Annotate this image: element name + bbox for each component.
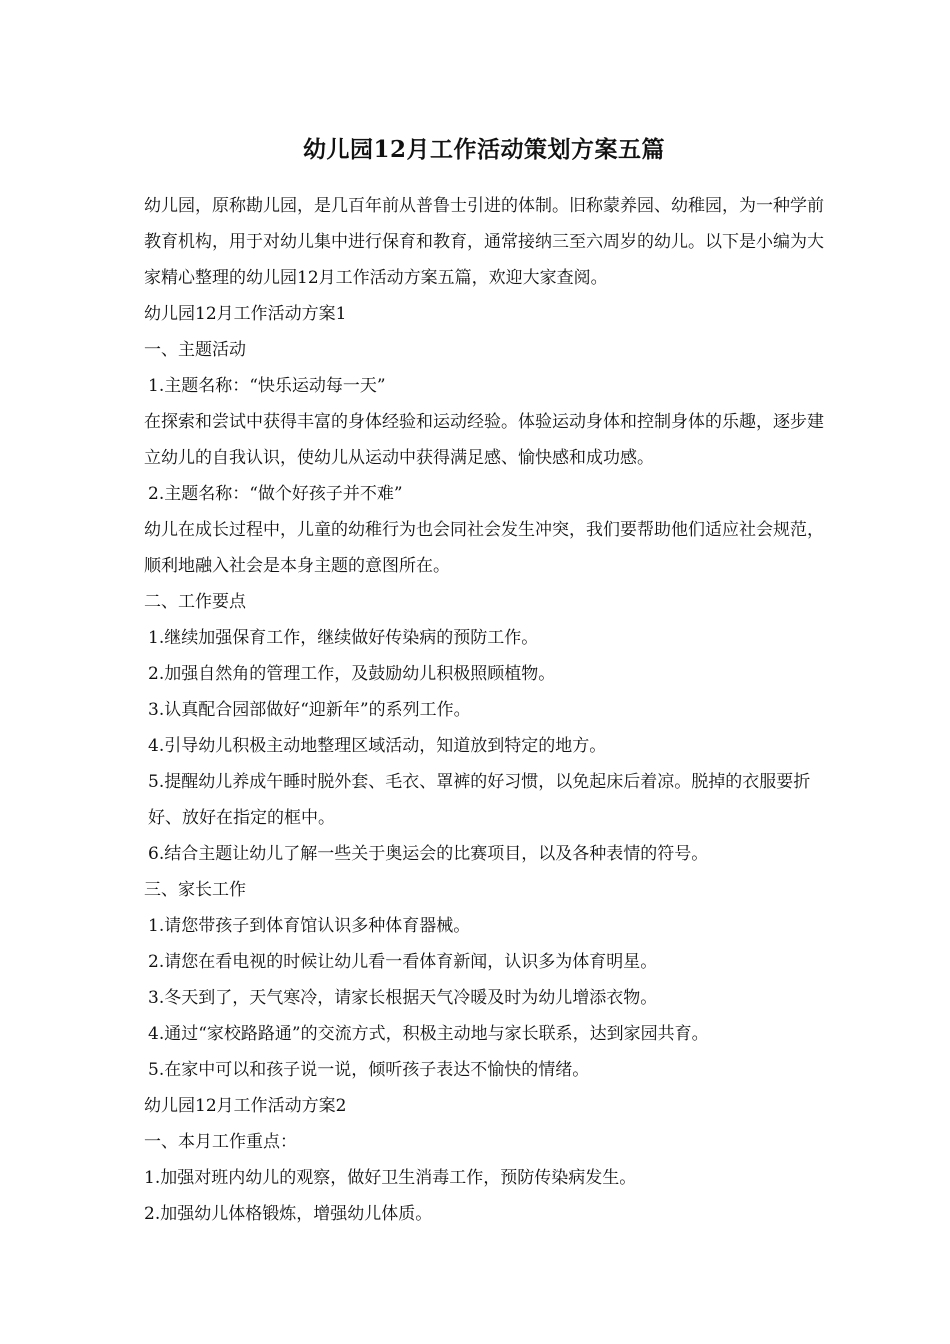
list-item: 4.引导幼儿积极主动地整理区域活动，知道放到特定的地方。 (148, 736, 607, 756)
subsection-heading: 二、工作要点 (144, 592, 246, 612)
subsection-heading: 三、家长工作 (144, 880, 246, 900)
list-item: 2.主题名称：“做个好孩子并不难” (148, 484, 403, 504)
list-item: 1.加强对班内幼儿的观察，做好卫生消毒工作，预防传染病发生。 (144, 1168, 637, 1188)
list-item: 1.请您带孩子到体育馆认识多种体育器械。 (148, 916, 471, 936)
subsection-heading: 一、主题活动 (144, 340, 246, 360)
section-heading: 幼儿园12月工作活动方案1 (144, 304, 347, 324)
document-page (144, 130, 824, 1232)
body-paragraph: 幼儿在成长过程中，儿童的幼稚行为也会同社会发生冲突，我们要帮助他们适应社会规范，顺利地融入社会是本身主题的意图所在。 (144, 520, 824, 576)
list-item: 5.在家中可以和孩子说一说，倾听孩子表达不愉快的情绪。 (148, 1060, 590, 1080)
subsection-heading: 一、本月工作重点： (144, 1132, 297, 1152)
list-item: 4.通过“家校路路通”的交流方式，积极主动地与家长联系，达到家园共育。 (148, 1024, 709, 1044)
list-item: 1.继续加强保育工作，继续做好传染病的预防工作。 (148, 628, 539, 648)
list-item: 5.提醒幼儿养成午睡时脱外套、毛衣、罩裤的好习惯，以免起床后着凉。脱掉的衣服要折好、放好在指定的框中。 (148, 772, 811, 828)
body-paragraph: 在探索和尝试中获得丰富的身体经验和运动经验。体验运动身体和控制身体的乐趣，逐步建立幼儿的自我认识，使幼儿从运动中获得满足感、愉快感和成功感。 (144, 412, 824, 468)
list-item: 2.加强自然角的管理工作，及鼓励幼儿积极照顾植物。 (148, 664, 556, 684)
list-item: 3.认真配合园部做好“迎新年”的系列工作。 (148, 700, 471, 720)
document-title: 幼儿园12月工作活动策划方案五篇 (302, 136, 665, 163)
section-heading: 幼儿园12月工作活动方案2 (144, 1096, 347, 1116)
intro-paragraph: 幼儿园，原称勘儿园，是几百年前从普鲁士引进的体制。旧称蒙养园、幼稚园，为一种学前教育机构，用于对幼儿集中进行保育和教育，通常接纳三至六周岁的幼儿。以下是小编为大家精心整理的幼儿园12月工作活动方案五篇，欢迎大家查阅。 (144, 196, 824, 288)
list-item: 2.请您在看电视的时候让幼儿看一看体育新闻，认识多为体育明星。 (148, 952, 658, 972)
list-item: 2.加强幼儿体格锻炼，增强幼儿体质。 (144, 1204, 433, 1224)
list-item: 6.结合主题让幼儿了解一些关于奥运会的比赛项目，以及各种表情的符号。 (148, 844, 709, 864)
list-item: 3.冬天到了，天气寒冷，请家长根据天气冷暖及时为幼儿增添衣物。 (148, 988, 658, 1008)
list-item: 1.主题名称：“快乐运动每一天” (148, 376, 386, 396)
